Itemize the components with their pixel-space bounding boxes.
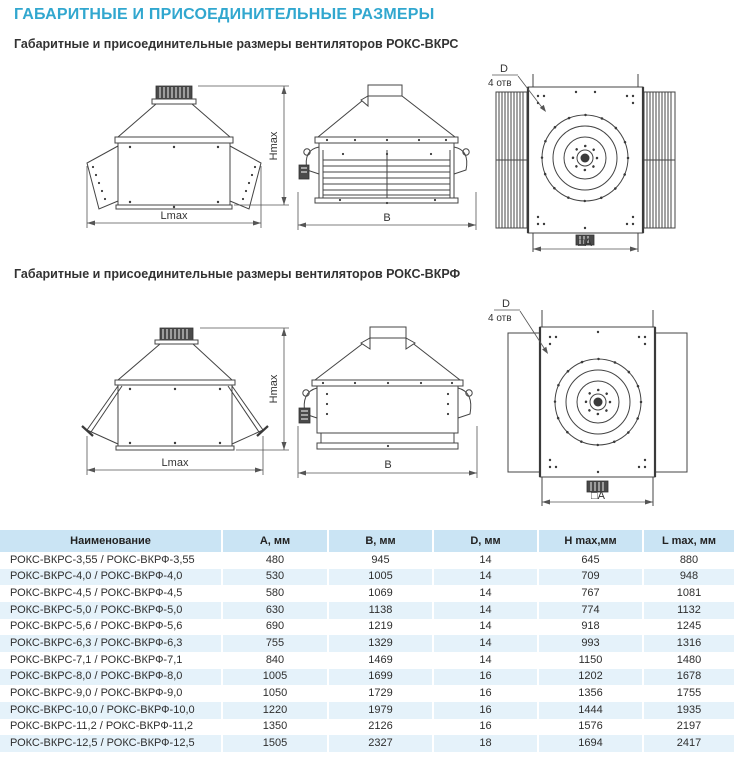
table-row [0,735,734,752]
section-title-vkrs: Габаритные и присоединительные размеры вентиляторов РОКС-ВКРС [14,37,459,51]
dimension-value-cell: 1132 [677,603,701,616]
dimension-value-cell: 14 [433,619,538,636]
dimension-value-cell: 2417 [676,737,702,750]
table-row [0,702,734,719]
model-name-cell: РОКС-ВКРС-4,5 / РОКС-ВКРФ-4,5 [0,585,222,602]
table-row [0,552,734,569]
dimension-value-cell: 14 [433,602,538,619]
table-row [0,685,734,702]
lmax-label-vkrf: Lmax [161,457,189,469]
dimension-value-cell: 1202 [538,669,643,686]
a-label-vkrs: □A [578,237,592,249]
holes-label-vkrf: 4 отв [488,313,512,324]
dimension-value-cell: 948 [679,570,699,583]
b-label-vkrf: B [384,459,392,471]
dimension-value-cell: 1729 [328,685,433,702]
dimension-value-cell: 480 [222,552,328,569]
dimension-value-cell: 2327 [328,735,433,752]
dimension-value-cell: 2197 [676,720,702,733]
dimension-value-cell: 14 [433,569,538,586]
a-label-vkrf: □A [591,490,605,502]
model-name-cell: РОКС-ВКРС-3,55 / РОКС-ВКРФ-3,55 [0,552,222,569]
header-hmax: Н max,мм [538,530,643,552]
dimension-value-cell: 530 [222,569,328,586]
header-lmax: L max, мм [643,530,734,552]
table-row [0,585,734,602]
table-row [0,652,734,669]
hmax-label-vkrs: Hmax [268,131,280,161]
model-name-cell: РОКС-ВКРС-9,0 / РОКС-ВКРФ-9,0 [0,685,222,702]
dimension-value-cell: 14 [433,635,538,652]
lmax-label-vkrs: Lmax [160,210,188,222]
dimension-value-cell: 645 [538,552,643,569]
dimension-value-cell: 1069 [328,585,433,602]
page-title: ГАБАРИТНЫЕ И ПРИСОЕДИНИТЕЛЬНЫЕ РАЗМЕРЫ [14,6,435,23]
table-row [0,569,734,586]
vkrf-front-view-drawing [0,296,295,520]
model-name-cell: РОКС-ВКРС-5,0 / РОКС-ВКРФ-5,0 [0,602,222,619]
dimension-value-cell: 1576 [538,719,643,736]
model-name-cell: РОКС-ВКРС-7,1 / РОКС-ВКРФ-7,1 [0,652,222,669]
dimension-value-cell: 16 [433,669,538,686]
vkrs-top-view-drawing [480,62,734,258]
vkrf-top-view-drawing [480,296,734,520]
model-name-cell: РОКС-ВКРС-10,0 / РОКС-ВКРФ-10,0 [0,702,222,719]
dimension-value-cell: 709 [538,569,643,586]
dimension-value-cell: 1694 [538,735,643,752]
dimension-value-cell: 1480 [676,653,702,666]
table-header-row [0,530,734,552]
dimension-value-cell: 690 [222,619,328,636]
dimension-value-cell: 1220 [222,702,328,719]
table-row [0,719,734,736]
dimension-value-cell: 1699 [328,669,433,686]
dimension-value-cell: 774 [538,602,643,619]
hmax-label-vkrf: Hmax [268,374,280,404]
vkrs-front-view-drawing [0,62,295,258]
dimension-value-cell: 767 [538,585,643,602]
d-label-vkrf: D [502,298,510,310]
dimension-value-cell: 1935 [676,703,702,716]
table-row [0,635,734,652]
dimension-value-cell: 580 [222,585,328,602]
header-b: В, мм [328,530,433,552]
dimension-value-cell: 1245 [676,620,702,633]
dimension-value-cell: 755 [222,635,328,652]
section-title-vkrf: Габаритные и присоединительные размеры вентиляторов РОКС-ВКРФ [14,267,461,281]
dimension-value-cell: 1678 [676,670,702,683]
dimension-value-cell: 1316 [676,637,702,650]
vkrf-side-view-drawing [295,296,480,520]
dimension-value-cell: 1444 [538,702,643,719]
header-a: А, мм [222,530,328,552]
dimension-value-cell: 880 [679,553,699,566]
dimension-value-cell: 1150 [538,652,643,669]
dimension-value-cell: 14 [433,552,538,569]
model-name-cell: РОКС-ВКРС-11,2 / РОКС-ВКРФ-11,2 [0,719,222,736]
table-row [0,602,734,619]
dimension-value-cell: 1329 [328,635,433,652]
dimension-value-cell: 18 [433,735,538,752]
dimension-value-cell: 1138 [328,602,433,619]
d-label-vkrs: D [500,63,508,75]
dimensions-table [0,530,734,752]
model-name-cell: РОКС-ВКРС-4,0 / РОКС-ВКРФ-4,0 [0,569,222,586]
dimension-value-cell: 16 [433,685,538,702]
vkrs-side-view-drawing [295,62,480,258]
dimension-value-cell: 14 [433,585,538,602]
dimension-value-cell: 1469 [328,652,433,669]
dimension-value-cell: 840 [222,652,328,669]
header-name: Наименование [0,530,222,552]
drawings-vkrf [0,296,734,520]
dimension-value-cell: 14 [433,652,538,669]
holes-label-vkrs: 4 отв [488,78,512,89]
drawings-vkrs [0,62,734,258]
dimension-value-cell: 1219 [328,619,433,636]
dimension-value-cell: 16 [433,702,538,719]
b-label-vkrs: B [383,212,391,224]
dimension-value-cell: 918 [538,619,643,636]
dimension-value-cell: 945 [328,552,433,569]
table-row [0,669,734,686]
header-d: D, мм [433,530,538,552]
dimension-value-cell: 1005 [222,669,328,686]
dimension-value-cell: 2126 [328,719,433,736]
dimension-value-cell: 1050 [222,685,328,702]
dimension-value-cell: 1356 [538,685,643,702]
model-name-cell: РОКС-ВКРС-5,6 / РОКС-ВКРФ-5,6 [0,619,222,636]
dimensions-table-body [0,552,734,752]
model-name-cell: РОКС-ВКРС-6,3 / РОКС-ВКРФ-6,3 [0,635,222,652]
dimension-value-cell: 1505 [222,735,328,752]
dimension-value-cell: 1005 [328,569,433,586]
dimension-value-cell: 993 [538,635,643,652]
dimension-value-cell: 630 [222,602,328,619]
table-row [0,619,734,636]
model-name-cell: РОКС-ВКРС-12,5 / РОКС-ВКРФ-12,5 [0,735,222,752]
dimension-value-cell: 1350 [222,719,328,736]
dimension-value-cell: 1755 [676,687,702,700]
model-name-cell: РОКС-ВКРС-8,0 / РОКС-ВКРФ-8,0 [0,669,222,686]
dimension-value-cell: 16 [433,719,538,736]
dimension-value-cell: 1081 [676,587,702,600]
dimension-value-cell: 1979 [328,702,433,719]
